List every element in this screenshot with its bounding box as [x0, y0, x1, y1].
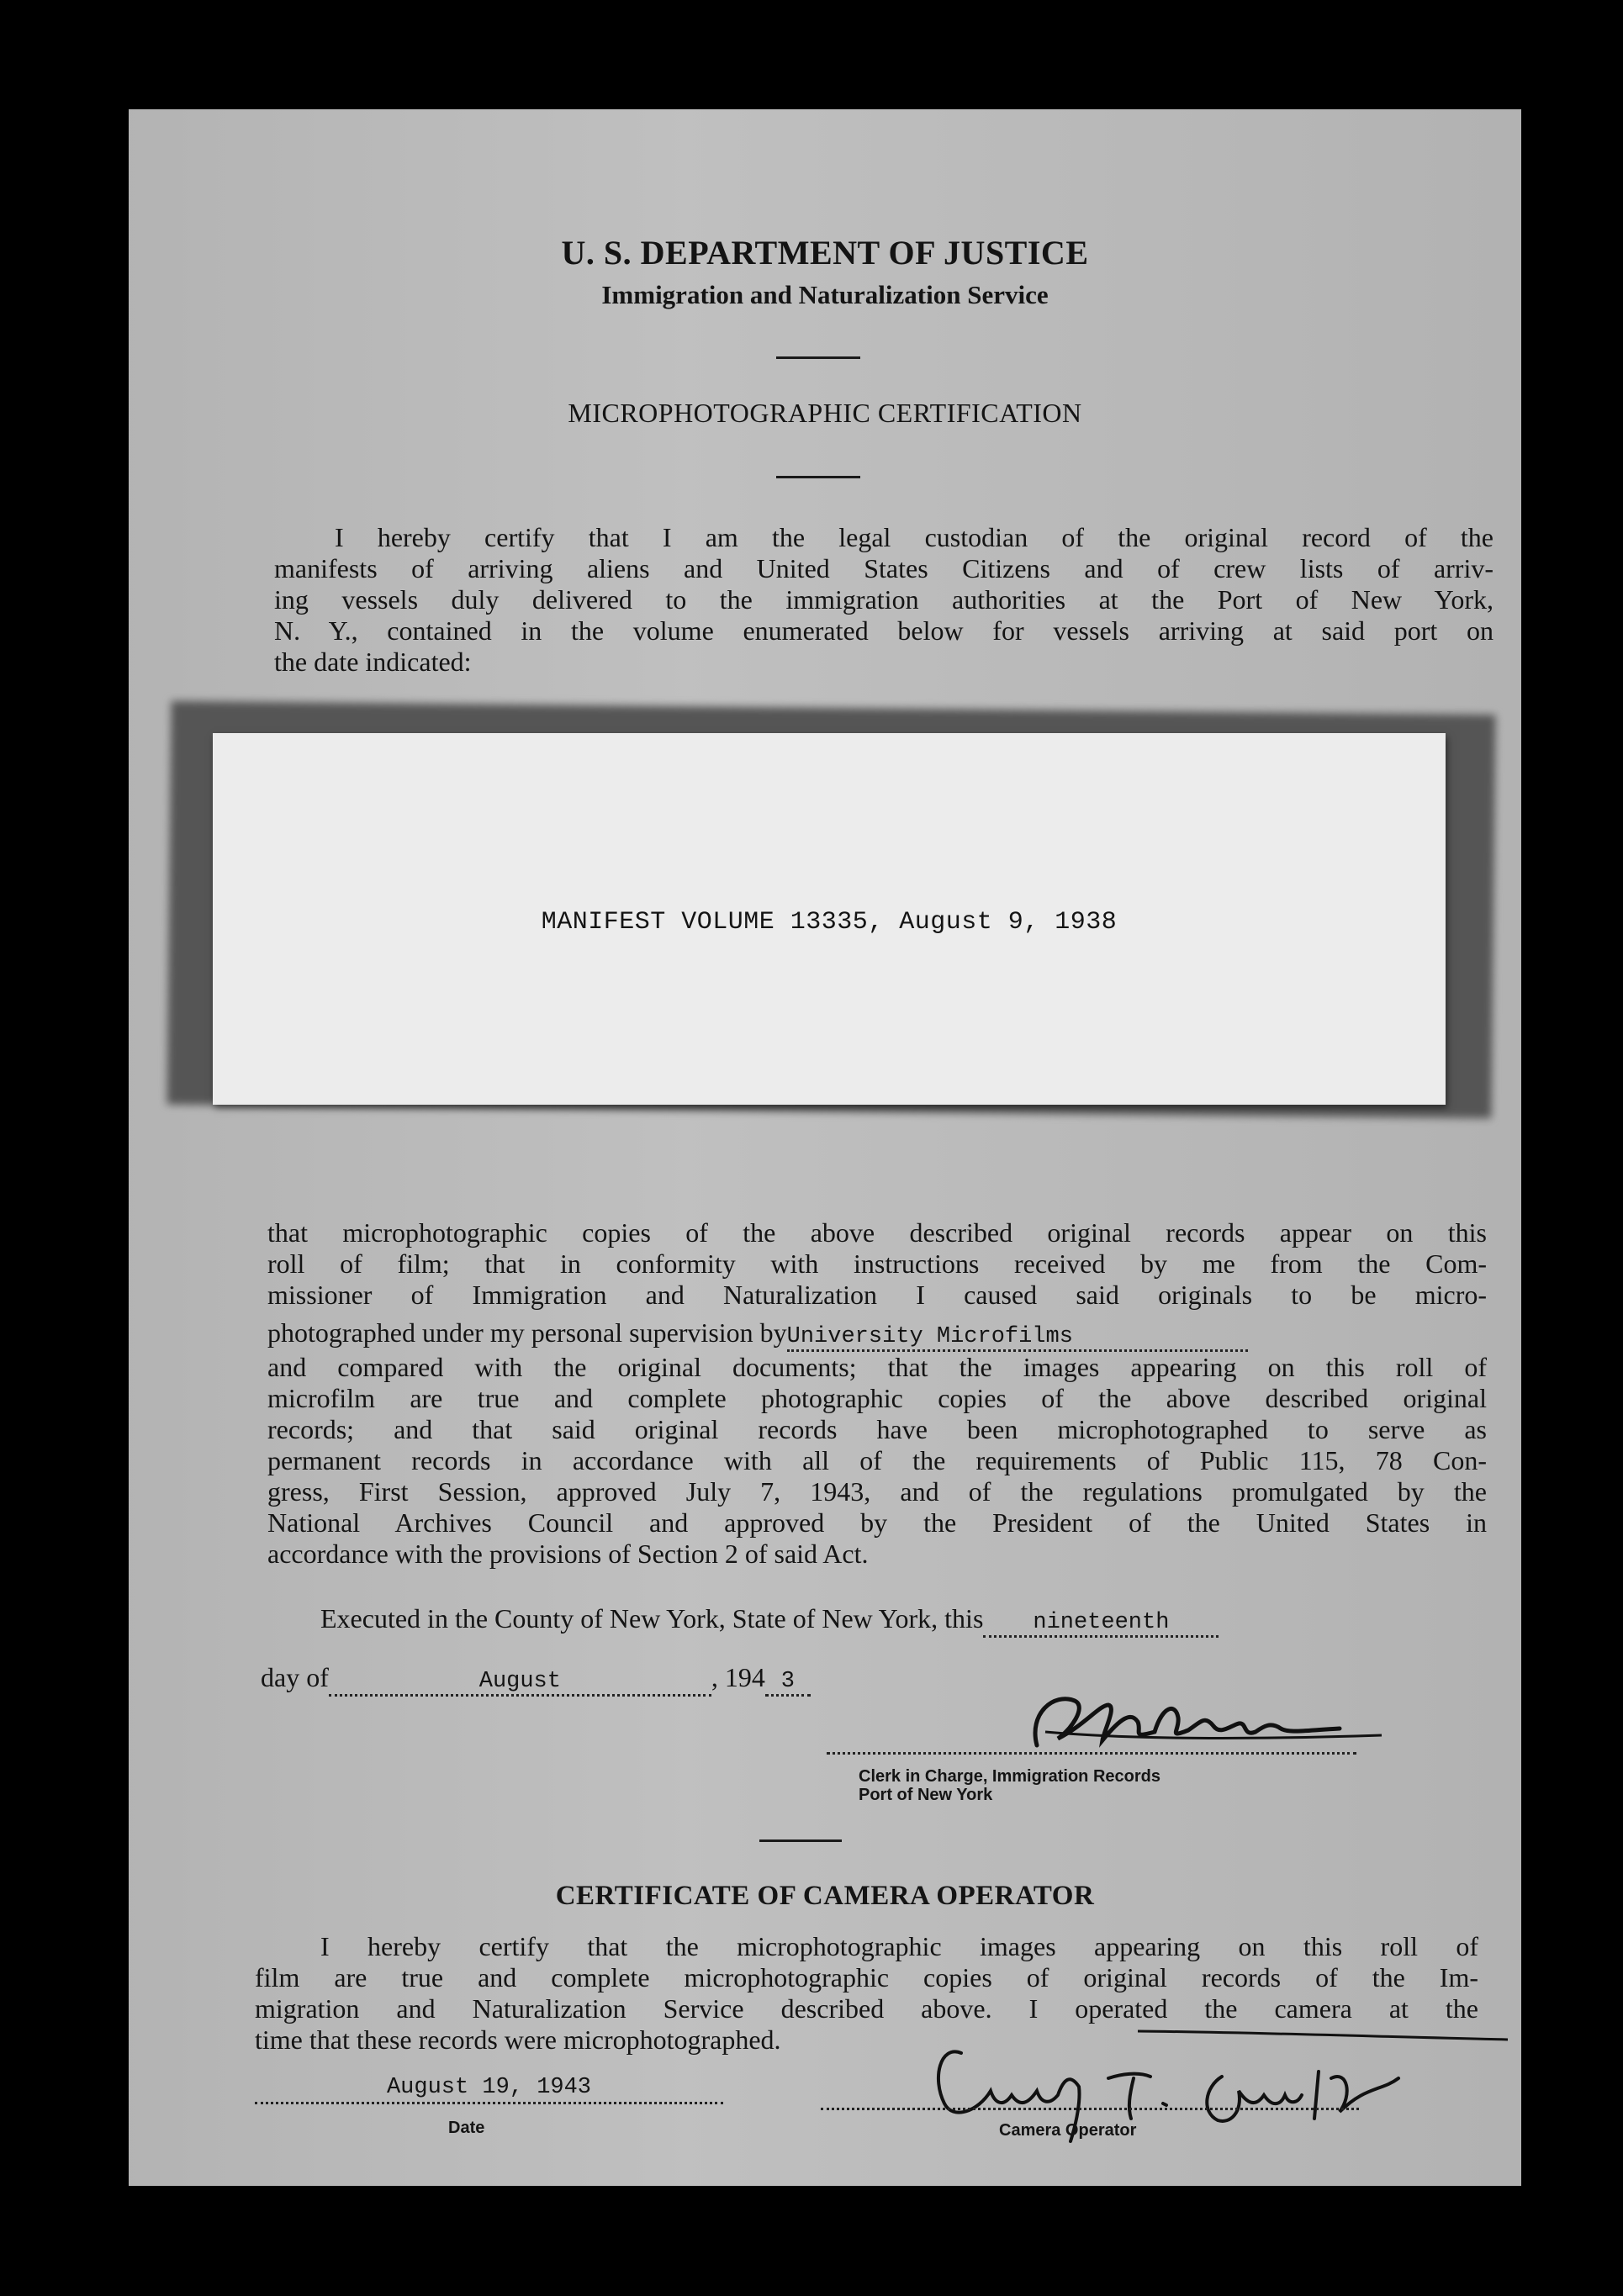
body-line: gress, First Session, approved July 7, 1943, and of the regulations promulgated by the — [267, 1476, 1487, 1507]
divider — [776, 356, 860, 359]
camera-date-label: Date — [448, 2119, 485, 2137]
divider — [776, 476, 860, 478]
camera-operator-signature-line — [821, 2108, 1359, 2110]
manifest-slip — [213, 733, 1446, 1105]
clerk-signature — [911, 1680, 1432, 1764]
executed-text: Executed in the County of New York, State of New York, this — [320, 1603, 984, 1634]
camera-operator-signature — [860, 2011, 1516, 2179]
camera-date-field: August 19, 1943 — [255, 2075, 723, 2104]
intro-paragraph — [274, 522, 1493, 678]
body-line: microfilm are true and complete photographic copies of the above described original — [267, 1383, 1487, 1413]
body-line: that microphotographic copies of the above described original records appear on this — [267, 1217, 1487, 1248]
camera-operator-label: Camera Operator — [999, 2121, 1137, 2140]
body-line: permanent records in accordance with all of the requirements of Public 115, 78 Con- — [267, 1445, 1487, 1475]
body-paragraph — [267, 1217, 1487, 1570]
body-line: National Archives Council and approved by the President of the United States in — [267, 1507, 1487, 1538]
divider — [759, 1839, 842, 1842]
intro-line: N. Y., contained in the volume enumerated below for vessels arriving at said port on — [274, 615, 1493, 646]
day-field: nineteenth — [983, 1610, 1219, 1638]
intro-line: the date indicated: — [274, 647, 472, 677]
clerk-title-line: Clerk in Charge, Immigration Records — [859, 1767, 1160, 1786]
body-line: accordance with the provisions of Section 2 of said Act. — [267, 1539, 869, 1569]
year-field: 3 — [765, 1669, 811, 1697]
clerk-title — [859, 1767, 1279, 1804]
department-heading: U. S. DEPARTMENT OF JUSTICE — [561, 234, 1089, 272]
body-line: roll of film; that in conformity with instructions received by me from the Com- — [267, 1248, 1487, 1279]
intro-line: I hereby certify that I am the legal custodian of the original record of the — [335, 522, 1493, 552]
supervision-text: photographed under my personal supervision by — [267, 1317, 787, 1348]
camera-line: I hereby certify that the microphotographic images appearing on this roll of — [320, 1931, 1478, 1961]
body-line: missioner of Immigration and Naturalization I caused said originals to be micro- — [267, 1280, 1487, 1310]
intro-line: manifests of arriving aliens and United States Citizens and of crew lists of arriv- — [274, 553, 1493, 583]
body-line: records; and that said original records have been microphotographed to serve as — [267, 1414, 1487, 1444]
intro-line: ing vessels duly delivered to the immigration authorities at the Port of New York, — [274, 584, 1493, 615]
camera-line: film are true and complete microphotographic copies of original records of the Im- — [255, 1962, 1478, 1993]
month-field: August — [329, 1669, 711, 1697]
body-line: and compared with the original documents; that the images appearing on this roll of — [267, 1352, 1487, 1382]
body-line — [267, 1317, 1487, 1352]
year-prefix: , 194 — [711, 1662, 765, 1692]
clerk-title-line: Port of New York — [859, 1786, 993, 1804]
date-line — [261, 1662, 1018, 1697]
camera-line: migration and Naturalization Service described above. I operated the camera at the — [255, 1993, 1478, 2024]
certificate-sheet — [129, 109, 1521, 2186]
executed-line — [320, 1603, 1498, 1638]
camera-line: time that these records were microphotographed. — [255, 2024, 781, 2055]
manifest-volume-text: MANIFEST VOLUME 13335, August 9, 1938 — [541, 908, 1118, 937]
certification-title: MICROPHOTOGRAPHIC CERTIFICATION — [568, 398, 1082, 428]
filmed-by-field: University Microfilms — [787, 1324, 1248, 1352]
service-subheading: Immigration and Naturalization Service — [601, 280, 1049, 309]
camera-operator-title: CERTIFICATE OF CAMERA OPERATOR — [555, 1881, 1095, 1911]
day-of-label: day of — [261, 1662, 329, 1692]
clerk-signature-line — [827, 1752, 1356, 1755]
